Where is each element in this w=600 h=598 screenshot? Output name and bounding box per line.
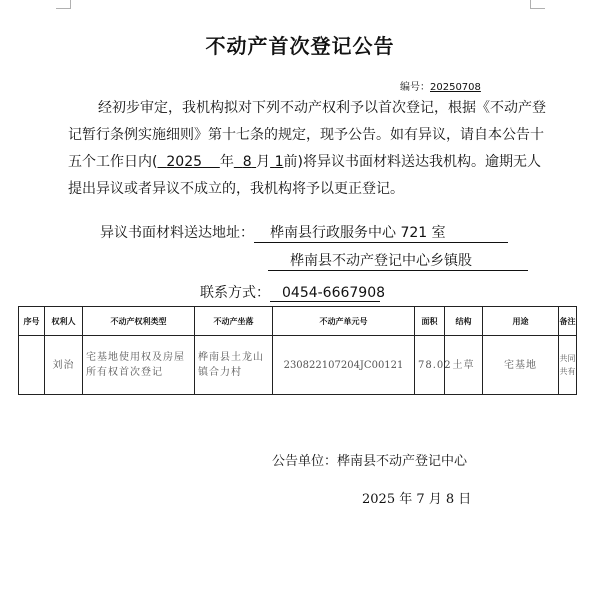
cell-location: 桦南县土龙山镇合力村 [195, 336, 273, 395]
header-unit-no: 不动产单元号 [273, 307, 415, 336]
cell-unit-no: 230822107204JC00121 [273, 336, 415, 395]
announcing-unit: 公告单位：桦南县不动产登记中心 [272, 454, 468, 469]
contact-value: 0454-6667908 [270, 285, 380, 302]
address-value-1: 桦南县行政服务中心 721 室 [254, 222, 508, 243]
contact-label: 联系方式： [200, 285, 270, 301]
serial-value: 20250708 [430, 82, 481, 93]
page-corner-mark-right [530, 0, 545, 9]
cell-owner: 刘治 [45, 336, 83, 395]
announcement-body [68, 95, 548, 203]
address-line-1 [100, 222, 508, 243]
deadline-day: 1 [274, 154, 284, 170]
deadline-month: 8 [242, 154, 252, 170]
cell-right-type: 宅基地使用权及房屋所有权首次登记 [83, 336, 195, 395]
table-header-row [19, 307, 577, 336]
header-remark: 备注 [559, 307, 577, 336]
body-text-1: 经初步审定，我机构拟对下列不动产权利予以首次登记，根据《不动产登记暂行条例实施细则》第十七条的规定，现予公告。如有异议，请自本公告十五个工作日内( [68, 100, 546, 170]
header-owner: 权利人 [45, 307, 83, 336]
deadline-year: 2025 [166, 154, 203, 170]
cell-remark: 共同共有 [559, 336, 577, 395]
header-structure: 结构 [445, 307, 483, 336]
header-right-type: 不动产权利类型 [83, 307, 195, 336]
cell-area: 78.02 [415, 336, 445, 395]
address-line-2 [268, 250, 528, 271]
header-seq: 序号 [19, 307, 45, 336]
year-char: 年 [219, 154, 234, 170]
month-char: 月 [256, 154, 271, 170]
address-value-2: 桦南县不动产登记中心乡镇股 [268, 250, 528, 271]
cell-usage: 宅基地 [483, 336, 559, 395]
body-text-2: 前)将异议书面材料送达我机构。逾期无人提出异议或者异议不成立的，我机构将予以更正登记。 [68, 154, 541, 197]
header-location: 不动产坐落 [195, 307, 273, 336]
header-area: 面积 [415, 307, 445, 336]
serial-label: 编号： [400, 82, 430, 93]
announcement-date: 2025 年 7 月 8 日 [362, 492, 472, 507]
page-corner-mark-left [56, 0, 71, 9]
registration-table [18, 306, 577, 395]
cell-seq [19, 336, 45, 395]
table-row [19, 336, 577, 395]
header-usage: 用途 [483, 307, 559, 336]
contact-line [200, 282, 386, 302]
serial-number [400, 78, 510, 93]
cell-structure: 土草 [445, 336, 483, 395]
page-title: 不动产首次登记公告 [205, 34, 395, 58]
address-label: 异议书面材料送达地址： [100, 225, 254, 241]
